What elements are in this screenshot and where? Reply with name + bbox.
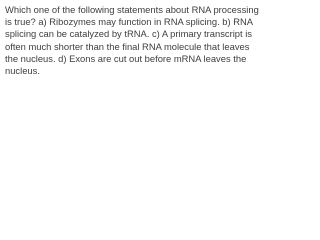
question-text: Which one of the following statements about RNA processing is true? a) Ribozymes may function in RNA splicing. b) RNA splicing can be catalyzed by tRNA. c) A primary transcript is often much shorter than the final RNA molecule that leaves the nucleus. d) Exons are cut out before mRNA leaves the nucleus. xyxy=(5,4,259,77)
